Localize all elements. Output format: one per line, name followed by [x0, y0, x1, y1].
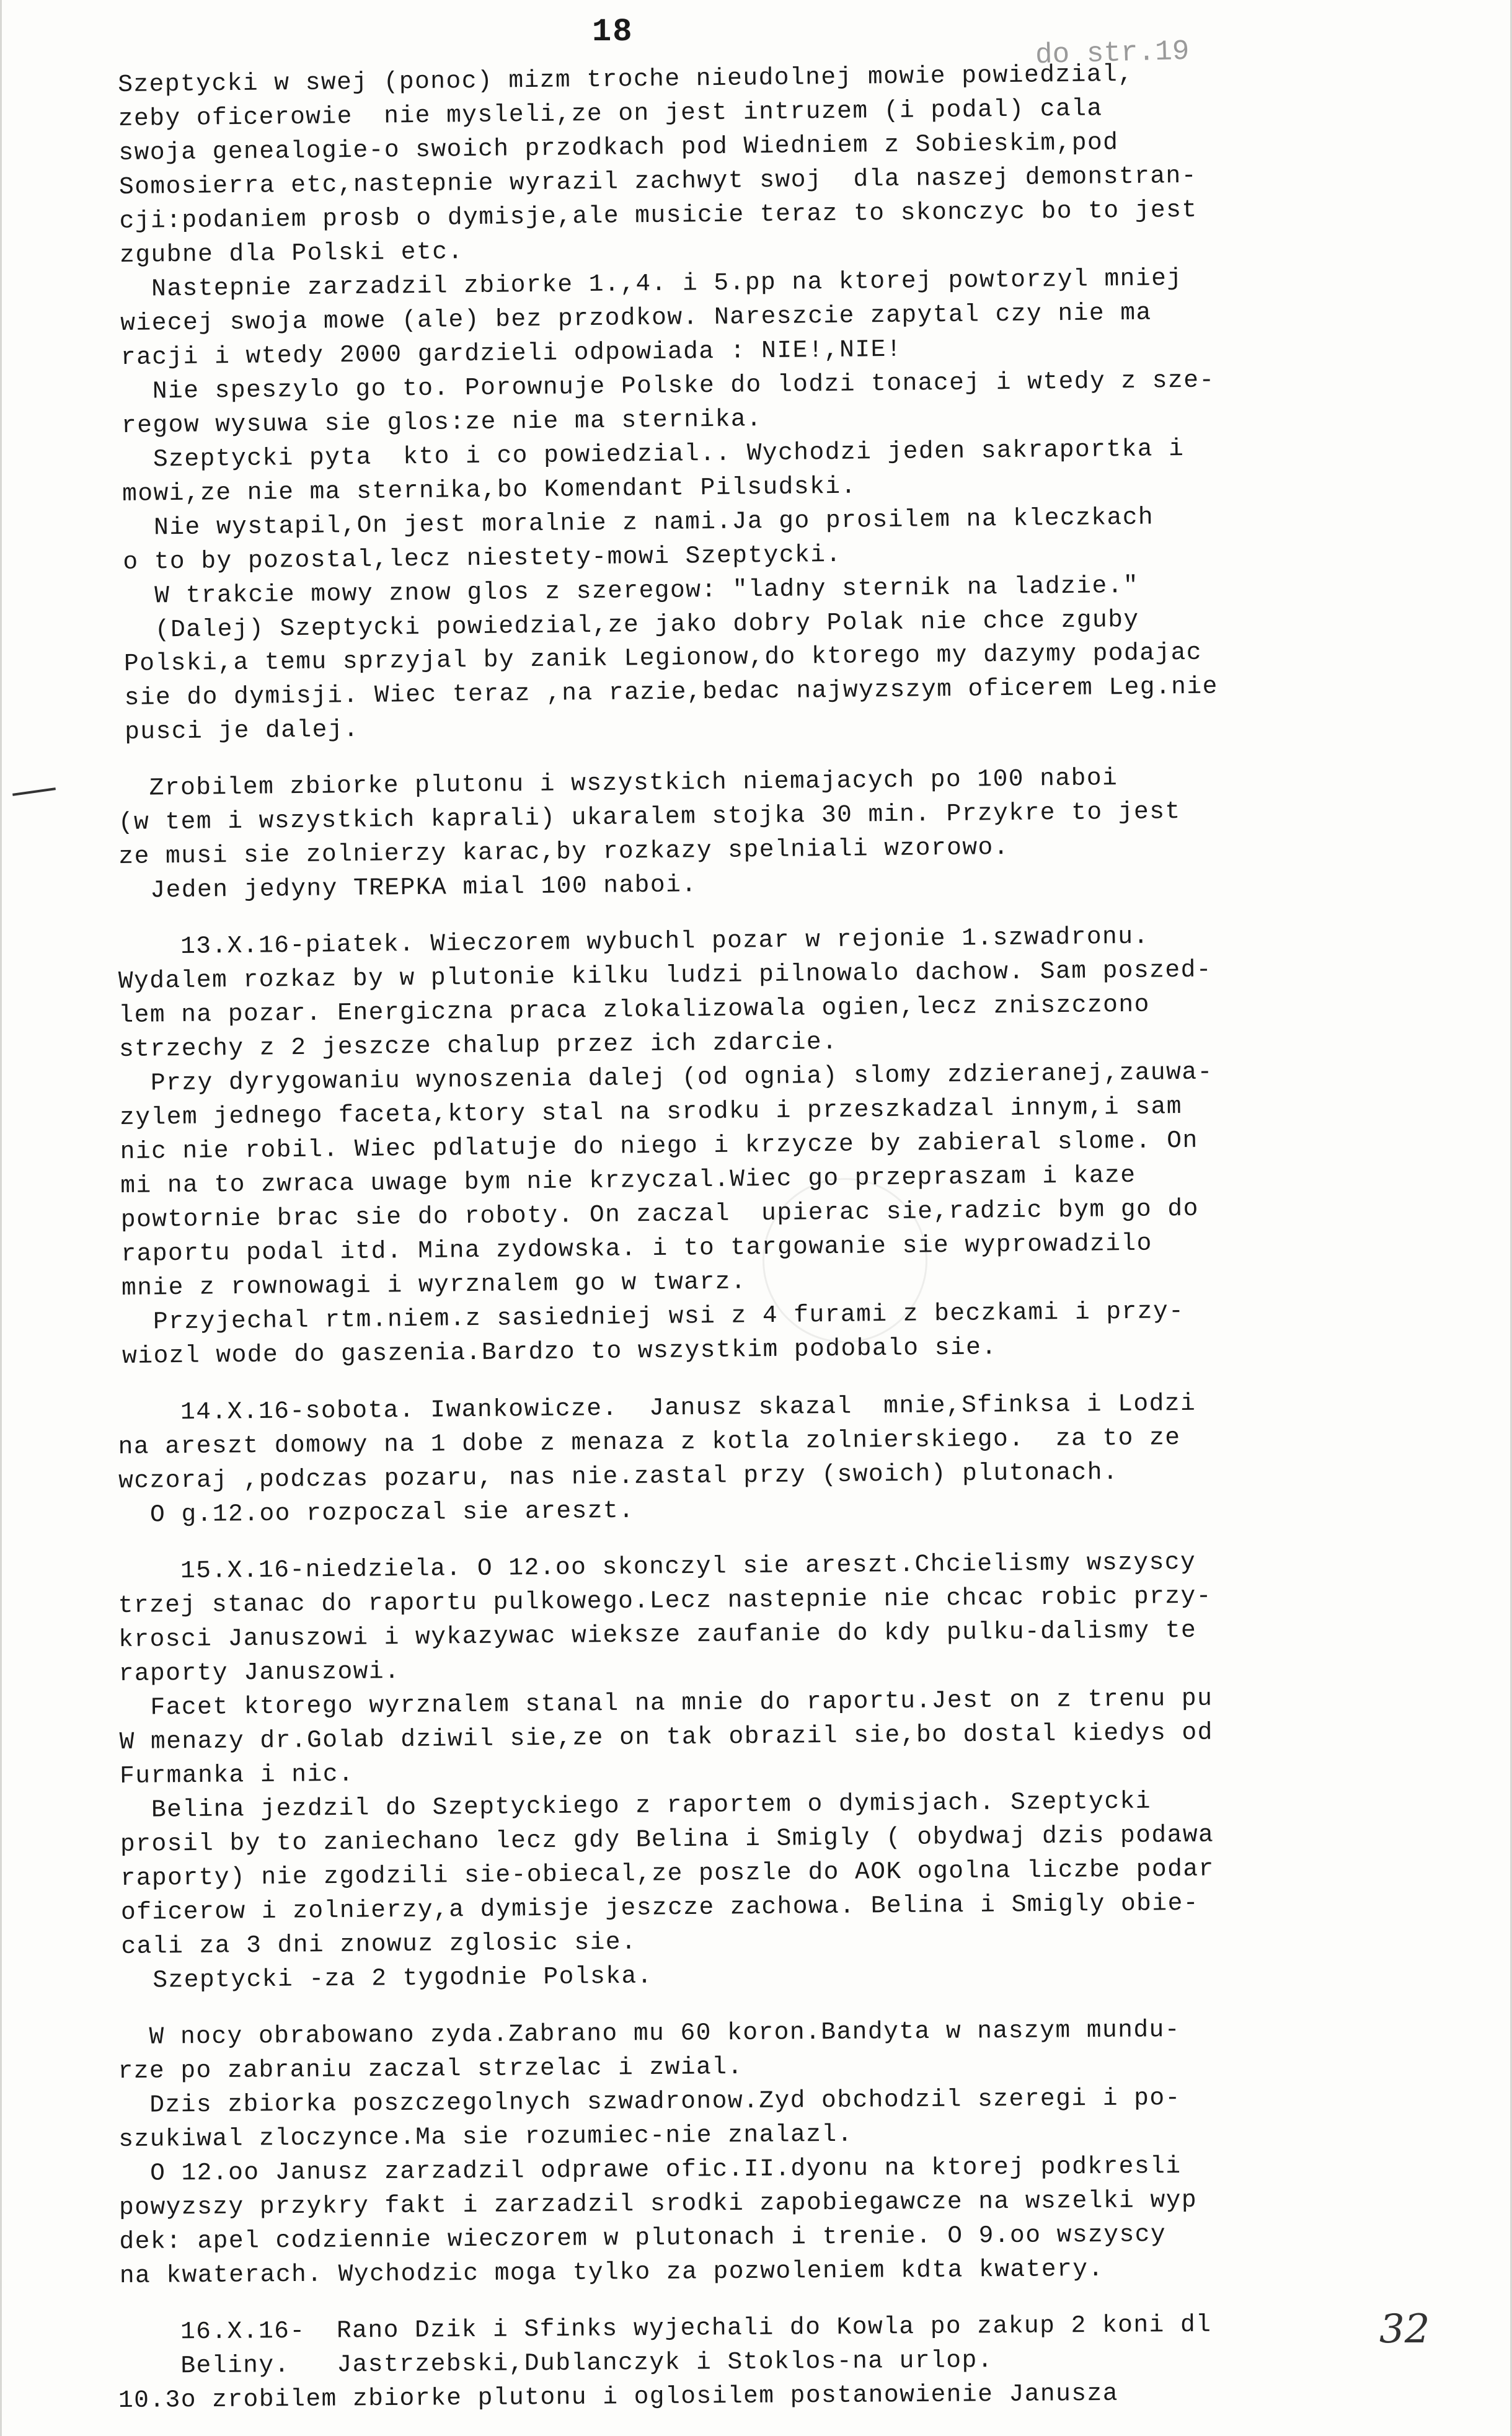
- text-line: prosil by to zaniechano lecz gdy Belina i Smigly ( obydwaj dzis podawa: [120, 1820, 1214, 1859]
- text-line: racji i wtedy 2000 gardzieli odpowiada : NIE!,NIE!: [120, 335, 903, 371]
- text-line: W nocy obrabowano zyda.Zabrano mu 60 koron.Bandyta w naszym mundu-: [118, 2016, 1181, 2052]
- text-line: 16.X.16- Rano Dzik i Sfinks wyjechali do Kowla po zakup 2 koni dl: [118, 2311, 1212, 2347]
- text-line: W trakcie mowy znow glos z szeregow: "ladny sternik na ladzie.": [123, 571, 1139, 610]
- text-line: Jeden jedyny TREPKA mial 100 naboi.: [118, 870, 697, 905]
- text-line: swoja genealogie-o swoich przodkach pod Wiedniem z Sobieskim,pod: [118, 128, 1119, 167]
- text-line: O g.12.oo rozpoczal sie areszt.: [118, 1496, 635, 1530]
- faint-header-note: do str.19: [1035, 35, 1190, 72]
- paragraph-szeptycki-speech: [118, 54, 1488, 750]
- text-line: strzechy z 2 jeszcze chalup przez ich zdarcie.: [118, 1027, 838, 1064]
- text-line: lem na pozar. Energiczna praca zlokalizowala ogien,lecz zniszczono: [118, 990, 1151, 1030]
- text-line: 15.X.16-niedziela. O 12.oo skonczyl sie areszt.Chcielismy wszyscy: [118, 1548, 1196, 1586]
- text-line: sie do dymisji. Wiec teraz ,na razie,bedac najwyzszym oficerem Leg.nie: [124, 672, 1219, 712]
- text-line: wiozl wode do gaszenia.Bardzo to wszystkim podobalo sie.: [122, 1332, 997, 1370]
- text-line: Nastepnie zarzadzil zbiorke 1.,4. i 5.pp na ktorej powtorzyl mniej: [120, 264, 1183, 303]
- text-line: krosci Januszowi i wykazywac wieksze zaufanie do kdy pulku-dalismy te: [118, 1616, 1197, 1654]
- text-line: cali za 3 dni znowuz zglosic sie.: [121, 1928, 637, 1960]
- text-line: Nie wystapil,On jest moralnie z nami.Ja go prosilem na kleczkach: [122, 503, 1154, 542]
- text-line: powtornie brac sie do roboty. On zaczal upierac sie,radzic bym go do: [120, 1194, 1200, 1234]
- text-line: ze musi sie zolnierzy karac,by rozkazy spelniali wzorowo.: [118, 833, 1010, 871]
- text-line: (Dalej) Szeptycki powiedzial,ze jako dobry Polak nie chce zguby: [123, 605, 1139, 644]
- text-line: raportu podal itd. Mina zydowska. i to targowanie sie wyprowadzilo: [121, 1229, 1153, 1268]
- text-line: (w tem i wszystkich kaprali) ukaralem stojka 30 min. Przykre to jest: [118, 797, 1181, 837]
- entry-16-x-16: [118, 2306, 1482, 2418]
- handwritten-page-mark: 32: [1379, 2306, 1430, 2352]
- text-line: Szeptycki w swej (ponoc) mizm troche nieudolnej mowie powiedzial,: [118, 60, 1134, 99]
- text-line: na kwaterach. Wychodzic moga tylko za pozwoleniem kdta kwatery.: [119, 2255, 1104, 2290]
- text-line: trzej stanac do raportu pulkowego.Lecz nastepnie nie chcac robic przy-: [118, 1582, 1213, 1620]
- page-number: 18: [592, 14, 634, 50]
- text-line: nic nie robil. Wiec pdlatuje do niego i krzycze by zabieral slome. On: [120, 1126, 1198, 1166]
- text-line: zylem jednego faceta,ktory stal na srodku i przeszkadzal innym,i sam: [119, 1092, 1183, 1132]
- text-line: Facet ktorego wyrznalem stanal na mnie do raportu.Jest on z trenu pu: [118, 1684, 1213, 1722]
- text-line: Furmanka i nic.: [119, 1760, 355, 1791]
- text-line: Beliny. Jastrzebski,Dublanczyk i Stoklos-na urlop.: [118, 2346, 994, 2381]
- text-line: mnie z rownowagi i wyrznalem go w twarz.: [121, 1267, 747, 1302]
- text-line: Zrobilem zbiorke plutonu i wszystkich niemajacych po 100 naboi: [118, 764, 1118, 803]
- text-line: na areszt domowy na 1 dobe z menaza z kotla zolnierskiego. za to ze: [118, 1424, 1181, 1461]
- margin-mark: [12, 787, 56, 796]
- entry-15-x-16: [118, 1543, 1485, 1998]
- text-line: Szeptycki pyta kto i co powiedzial.. Wychodzi jeden sakraportka i: [122, 434, 1185, 474]
- text-line: szukiwal zloczynce.Ma sie rozumiec-nie znalazl.: [118, 2120, 854, 2154]
- text-line: oficerow i zolnierzy,a dymisje jeszcze zachowa. Belina i Smigly obie-: [120, 1889, 1200, 1926]
- text-line: Wydalem rozkaz by w plutonie kilku ludzi pilnowalo dachow. Sam poszed-: [118, 955, 1213, 996]
- text-line: powyzszy przykry fakt i zarzadzil srodki zapobiegawcze na wszelki wyp: [118, 2186, 1198, 2222]
- entry-14-x-16: [118, 1384, 1483, 1533]
- text-line: 14.X.16-sobota. Iwankowicze. Janusz skazal mnie,Sfinksa i Lodzi: [118, 1389, 1196, 1427]
- text-line: 13.X.16-piatek. Wieczorem wybuchl pozar w rejonie 1.szwadronu.: [118, 922, 1149, 962]
- text-line: zgubne dla Polski etc.: [119, 237, 464, 269]
- text-line: wczoraj ,podczas pozaru, nas nie.zastal przy (swoich) plutonach.: [118, 1458, 1119, 1495]
- text-line: mowi,ze nie ma sternika,bo Komendant Pilsudski.: [122, 472, 857, 508]
- text-line: wiecej swoja mowe (ale) bez przodkow. Nareszcie zapytal czy nie ma: [120, 298, 1152, 337]
- text-line: cji:podaniem prosb o dymisje,ale musicie teraz to skonczyc bo to jest: [119, 195, 1198, 235]
- text-line: dek: apel codziennie wieczorem w plutonach i trenie. O 9.oo wszyscy: [119, 2220, 1167, 2256]
- scan-edge-left: [0, 0, 2, 2436]
- text-line: raporty) nie zgodzili sie-obiecal,ze poszle do AOK ogolna liczbe podar: [120, 1854, 1214, 1893]
- text-line: rze po zabraniu zaczal strzelac i zwial.: [118, 2053, 743, 2086]
- text-line: Dzis zbiorka poszczegolnych szwadronow.Zyd obchodzil szeregi i po-: [118, 2084, 1181, 2120]
- text-line: W menazy dr.Golab dziwil sie,ze on tak obrazil sie,bo dostal kiedys od: [119, 1718, 1214, 1756]
- text-line: O 12.oo Janusz zarzadzil odprawe ofic.II.dyonu na ktorej podkresli: [118, 2152, 1182, 2188]
- text-line: mi na to zwraca uwage bym nie krzyczal.Wiec go przepraszam i kaze: [120, 1161, 1136, 1200]
- paragraph-ammunition-check: [118, 758, 1483, 908]
- text-line: Nie speszylo go to. Porownuje Polske do lodzi tonacej i wtedy z sze-: [121, 366, 1215, 405]
- text-line: Belina jezdzil do Szeptyckiego z raportem o dymisjach. Szeptycki: [120, 1787, 1152, 1825]
- text-line: regow wysuwa sie glos:ze nie ma sternika.: [121, 404, 763, 440]
- text-line: Przy dyrygowaniu wynoszenia dalej (od ognia) slomy zdzieranej,zauwa-: [119, 1058, 1214, 1098]
- text-line: zeby oficerowie nie mysleli,ze on jest intruzem (i podal) cala: [118, 94, 1103, 133]
- text-line: o to by pozostal,lecz niestety-mowi Szeptycki.: [123, 540, 842, 576]
- text-line: Somosierra etc,nastepnie wyrazil zachwyt swoj dla naszej demonstran-: [118, 161, 1198, 201]
- text-line: Szeptycki -za 2 tygodnie Polska.: [121, 1962, 653, 1995]
- text-line: Przyjechal rtm.niem.z sasiedniej wsi z 4 furami z beczkami i przy-: [122, 1296, 1185, 1336]
- text-line: Polski,a temu sprzyjal by zanik Legionow,do ktorego my dazymy podajac: [123, 639, 1203, 678]
- text-line: raporty Januszowi.: [118, 1657, 400, 1688]
- text-line: pusci je dalej.: [124, 715, 360, 746]
- paragraph-robbery: [118, 2011, 1483, 2293]
- text-line: 10.3o zrobilem zbiorke plutonu i oglosilem postanowienie Janusza: [118, 2380, 1119, 2415]
- entry-13-x-16: [118, 916, 1486, 1374]
